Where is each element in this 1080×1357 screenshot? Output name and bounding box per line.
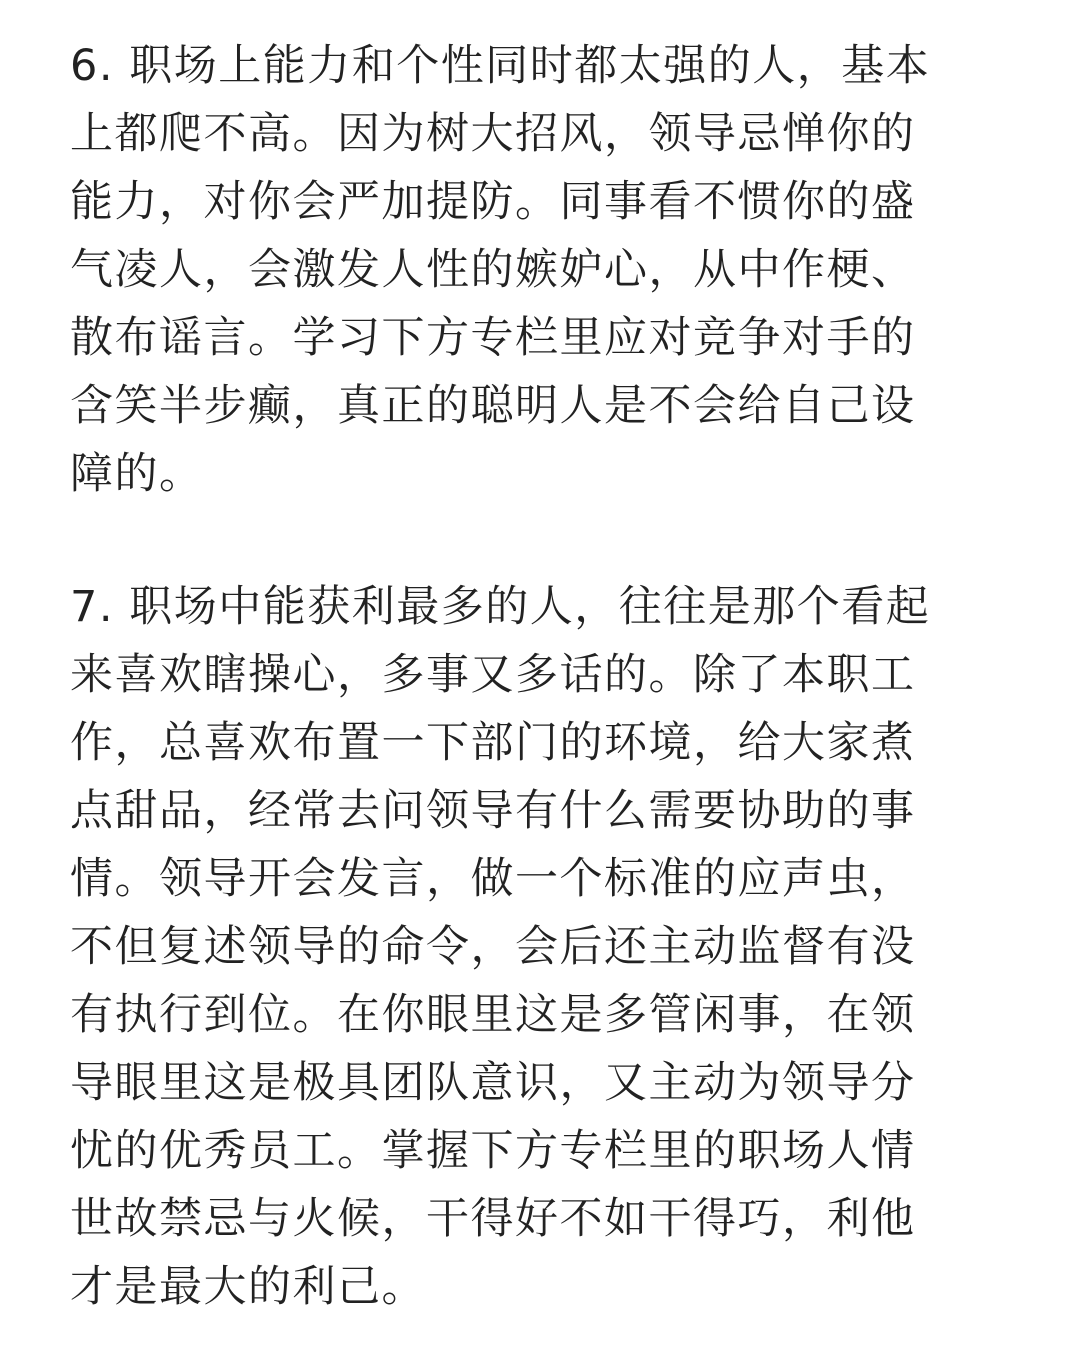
text-line: 6. 职场上能力和个性同时都太强的人，基本 [70,41,931,91]
text-line: 气凌人，会激发人性的嫉妒心，从中作梗、 [70,245,916,295]
text-line: 点甜品，经常去问领导有什么需要协助的事 [70,786,916,836]
text-line: 情。领导开会发言，做一个标准的应声虫， [70,854,916,904]
text-line: 导眼里这是极具团队意识，又主动为领导分 [70,1058,916,1108]
text-line: 世故禁忌与火候，干得好不如干得巧，利他 [70,1194,916,1244]
text-line: 上都爬不高。因为树大招风，领导忌惮你的 [70,109,916,159]
text-line: 来喜欢瞎操心，多事又多话的。除了本职工 [70,650,916,700]
text-line: 散布谣言。学习下方专栏里应对竞争对手的 [70,313,916,363]
text-line: 作，总喜欢布置一下部门的环境，给大家煮 [70,718,916,768]
text-line: 有执行到位。在你眼里这是多管闲事，在领 [70,990,916,1040]
text-line: 才是最大的利己。 [70,1262,426,1312]
text-line: 含笑半步癫，真正的聪明人是不会给自己设 [70,381,916,431]
paragraph-6 [70,32,1010,508]
text-line: 不但复述领导的命令，会后还主动监督有没 [70,922,916,972]
text-line: 能力，对你会严加提防。同事看不惯你的盛 [70,177,916,227]
text-line: 障的。 [70,449,204,499]
paragraph-7 [70,573,1010,1321]
text-line: 忧的优秀员工。掌握下方专栏里的职场人情 [70,1126,916,1176]
text-line: 7. 职场中能获利最多的人，往往是那个看起 [70,582,931,632]
